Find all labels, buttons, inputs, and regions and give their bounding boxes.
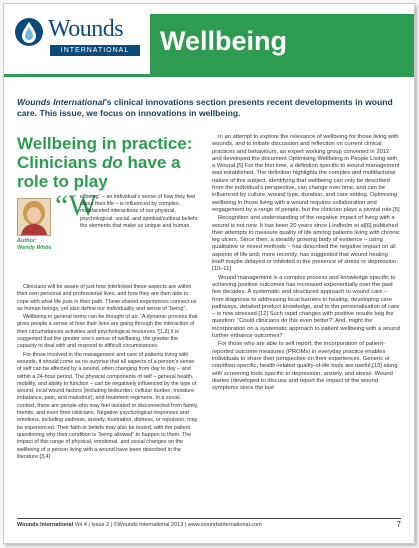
author-photo bbox=[17, 198, 51, 236]
header-rule bbox=[4, 74, 414, 77]
page-footer bbox=[17, 522, 401, 528]
title-part-2: have a role to play bbox=[17, 153, 181, 191]
footer-journal: Wounds International bbox=[17, 522, 74, 528]
footer-citation: Vol 4 | Issue 2 | ©Wounds International 2013 | www.woundsinternational.com bbox=[73, 522, 262, 528]
logo-word: Wounds bbox=[48, 16, 124, 42]
left-body-text bbox=[17, 284, 199, 462]
author-credit bbox=[17, 238, 51, 252]
title-emphasis: do bbox=[102, 153, 123, 172]
page-number: 7 bbox=[396, 520, 401, 529]
body-paragraph: Clinicians will be aware of just how interlinked these aspects are within their own personal and professional lives, and how they are then able to cope with what life puts in their path. These shared experiences connect us as human beings, yet also define our individuality and sense of “being”. bbox=[17, 284, 197, 312]
body-paragraph: Wound management is a complex process and knowledge specific to achieving positive outcomes has increased exponentially over the past few decades. A systematic and structured approach to wound care – from diagnosis to addressing local barriers to healing, developing care pathways, detailed product knowledge, and to the personalisation of care – is now stressed.[12] Such rapid changes with positive results beg the question: “Could clinicians do this even better?” And, might the incorporation on a systematic approach to patient wellbeing with a wound further enhance outcomes? bbox=[212, 274, 400, 340]
intro-standfirst bbox=[17, 97, 397, 119]
footer-rule bbox=[17, 518, 401, 519]
left-column bbox=[17, 134, 199, 460]
intro-journal: Wounds International bbox=[17, 97, 105, 107]
page-header bbox=[4, 4, 414, 89]
body-paragraph: In an attempt to explore the relevance of wellbeing for those living with wounds, and to initiate discussion and reflection on current clinical practices and behaviours, an expert working group convened in 2012 and developed the document Optimising Wellbeing in People Living with a Wound.[5] For the first time, a definition specific to wound management was established. The definition highlights the complex and multifactorial nature of this subject, identifying that wellbeing can only be described from the individual’s perspective, can change over time, and can be influenced by culture, wound type, duration, and care setting. Optimising wellbeing in those living with a wound requires collaboration and engagement by a range of people, but the clinician plays a pivotal role.[5] bbox=[212, 134, 400, 213]
section-title: Wellbeing bbox=[160, 26, 288, 56]
section-banner bbox=[150, 14, 414, 74]
body-paragraph: For those involved in the management and care of patients living with wounds, it should come as no surprise that all aspects of a person’s sense of self can be affected by a wound, often changing from day to day – and within a 24-hour period. The physical components of self – general health, mobility, and ability to function – can be negatively influenced by the type of wound, local wound factors (including bioburden, cellular burden, moisture imbalance, pain, and malodour), and treatment regimens. In a social context, there are people who may feel isolated or disconnected from family, friends, and even their clinicians. Negative psychological responses and emotions, including sadness, anxiety, frustration, distress, or repulsion, may be experienced. Their faith or beliefs may also be tested, with the patient questioning why their condition is “being allowed” to happen to them. The impact of this range of physical, emotional, and social changes on the wellbeing of a person living with a wound have been described in the literature.[3,4] bbox=[17, 351, 199, 460]
author-role: Author: bbox=[17, 238, 37, 244]
drop-cap: “W bbox=[55, 189, 97, 222]
logo-drop-icon bbox=[12, 16, 46, 56]
article-title bbox=[17, 134, 199, 191]
right-column bbox=[212, 134, 400, 393]
body-paragraph: Wellbeing in general terms can be thought of as: “A dynamic process that gives people a sense of how their lives are going through the interaction of their circumstances activities and psychological resources.”[1,2] It is suggested that the greater one’s sense of wellbeing, the greater the capacity to deal with and respond to difficult circumstances. bbox=[17, 314, 198, 350]
author-portrait-icon bbox=[18, 199, 50, 235]
body-paragraph: Recognition and understanding of the negative impact of living with a wound is not new. It has been 20 years since Lindholm et al[6] published their attempts to measure quality of life among patients living with chronic leg ulcers. Since then, a steadily growing body of evidence – using qualitative or mixed methods – has described the negative impact on all aspects of life and, more recently, has suggested that wound healing itself maybe delayed or inhibited in the presence of stress or depression.[10–11] bbox=[212, 215, 400, 273]
intro-text: ’s clinical innovations section presents recent developments in wound care. This issue, we focus on innovations in wellbeing. bbox=[17, 97, 393, 118]
magazine-page bbox=[3, 3, 415, 544]
title-part-1: Wellbeing in practice: Clinicians bbox=[17, 134, 193, 172]
body-paragraph: For those who are able to self report, the incorporation of patient-reported outcome measures (PROMs) in everyday practice enables individuals to share their perspective on their experiences. Generic or condition-specific, health-related quality-of-life tools are useful,[13] along with screening tools specific to depression, anxiety, and stress. Wound diaries (developed to discuss and report the impact of the wound symptoms since the last bbox=[212, 341, 398, 392]
lead-paragraph: ellbeing” – an individual’s sense of how they feel about their life – is influenced by complex, multifaceted interactions of our physical, psychological, social, and spiritual/cultural beliefs; the elements that make us unique and human. bbox=[80, 194, 199, 229]
author-name: Wendy White bbox=[17, 245, 52, 251]
logo-subtitle: INTERNATIONAL bbox=[50, 45, 140, 56]
